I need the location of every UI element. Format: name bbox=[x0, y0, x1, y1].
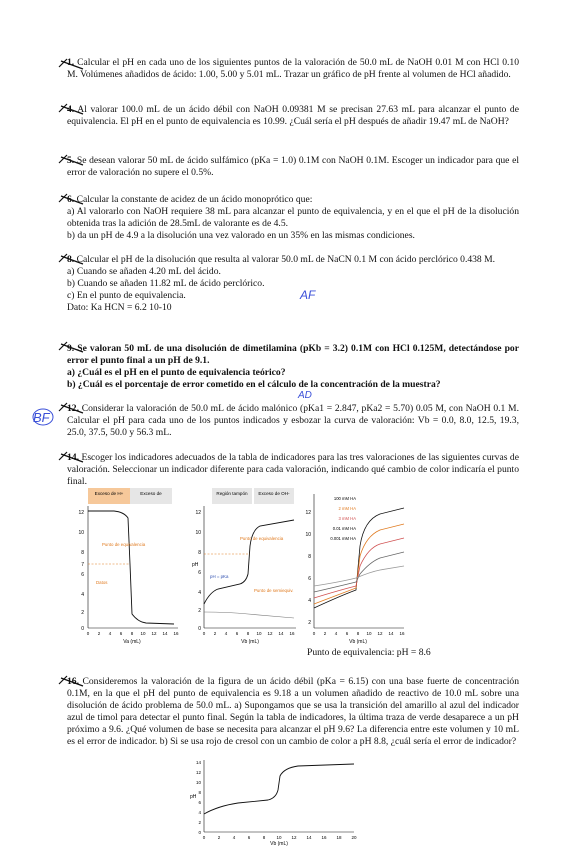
curve-series bbox=[314, 524, 404, 604]
y-tick-label: 2 bbox=[198, 608, 201, 614]
problem-text: b) Cuando se añaden 11.82 mL de ácido perclórico. bbox=[67, 277, 265, 289]
problem-8 bbox=[67, 254, 519, 314]
y-tick-label: 8 bbox=[81, 550, 84, 556]
x-tick-label: 8 bbox=[262, 835, 266, 840]
x-axis-label: Vb (mL) bbox=[270, 841, 288, 846]
checkmark-icon bbox=[57, 151, 87, 169]
y-tick-label: 10 bbox=[195, 780, 201, 785]
problem-6 bbox=[67, 194, 519, 242]
problem-text: Calcular la constante de acidez de un ácido monoprótico que: bbox=[76, 194, 313, 205]
problem-number: 5. bbox=[67, 155, 75, 166]
problem-text: a) ¿Cuál es el pH en el punto de equivalencia teórico? bbox=[67, 366, 286, 378]
x-tick-label: 8 bbox=[356, 631, 360, 636]
problem-number: 16. bbox=[67, 676, 79, 687]
problem-text: Calcular el pH en cada uno de los siguientes puntos de la valoración de 50.0 mL de NaOH 0.01 M con HCl 0.10 M. Volúmenes añadidos de ácido: 1.00, 5.00 y 5.01 mL. Trazar un gráfico de pH frente al volumen de HCl añadido. bbox=[67, 57, 519, 80]
y-axis-label: pH bbox=[190, 794, 197, 800]
x-tick-label: 4 bbox=[334, 631, 338, 636]
x-tick-label: 2 bbox=[213, 631, 217, 636]
problem-number: 14. bbox=[67, 452, 79, 463]
problem-text: Al valorar 100.0 mL de un ácido débil con NaOH 0.09381 M se precisan 27.63 mL para alcanzar el punto de equivalencia. El pH en el punto de equivalencia es 10.99. ¿Cuál sería el pH después de añadir 19.47 mL de NaOH? bbox=[67, 104, 519, 127]
x-tick-label: 16 bbox=[289, 631, 295, 636]
y-tick-label: 6 bbox=[81, 572, 84, 578]
y-tick-label: 8 bbox=[308, 554, 311, 560]
handwritten-note: AF bbox=[300, 288, 316, 302]
y-tick-label: 0 bbox=[198, 830, 201, 835]
x-tick-label: 6 bbox=[345, 631, 349, 636]
x-tick-label: 2 bbox=[323, 631, 327, 636]
x-tick-label: 10 bbox=[276, 835, 282, 840]
x-tick-label: 14 bbox=[388, 631, 394, 636]
x-tick-label: 2 bbox=[97, 631, 101, 636]
x-tick-label: 4 bbox=[232, 835, 236, 840]
y-tick-label: 4 bbox=[308, 598, 311, 604]
x-tick-label: 14 bbox=[278, 631, 284, 636]
problem-number: 6. bbox=[67, 194, 75, 205]
curve-annotation: pH = pKa bbox=[210, 574, 229, 579]
problem-number: 8. bbox=[67, 254, 75, 265]
x-tick-label: 0 bbox=[202, 631, 206, 636]
x-tick-label: 12 bbox=[151, 631, 157, 636]
problem-text: Dato: Ka HCN = 6.2 10-10 bbox=[67, 301, 172, 313]
y-tick-label: 0 bbox=[81, 626, 84, 632]
x-tick-label: 14 bbox=[306, 835, 312, 840]
x-tick-label: 6 bbox=[247, 835, 251, 840]
titration-curve-strong bbox=[66, 486, 184, 646]
checkmark-icon bbox=[57, 338, 87, 356]
y-tick-label: 10 bbox=[305, 532, 311, 538]
curve-series bbox=[314, 508, 404, 608]
y-tick-label: 2 bbox=[198, 820, 201, 825]
y-tick-label: 12 bbox=[195, 510, 201, 516]
y-tick-label: 12 bbox=[195, 770, 201, 775]
problem-number: 4. bbox=[67, 104, 75, 115]
titration-curve-problem-16 bbox=[188, 756, 358, 846]
y-tick-label: 4 bbox=[198, 590, 201, 596]
y-axis-label: pH bbox=[192, 562, 199, 568]
x-tick-label: 10 bbox=[140, 631, 146, 636]
series-label: 2 mM HA bbox=[338, 506, 356, 511]
y-tick-label: 7 bbox=[81, 562, 84, 568]
series-label: 3 mM HA bbox=[338, 516, 356, 521]
x-tick-label: 14 bbox=[162, 631, 168, 636]
header-label: Exceso de H+ bbox=[94, 491, 124, 496]
handwritten-note: BF bbox=[33, 410, 50, 425]
x-tick-label: 8 bbox=[246, 631, 250, 636]
y-tick-label: 6 bbox=[198, 800, 201, 805]
checkmark-icon bbox=[57, 250, 87, 268]
y-tick-label: 6 bbox=[308, 576, 311, 582]
titration-curves-concentration bbox=[300, 486, 410, 646]
problem-text: Consideremos la valoración de la figura de un ácido débil (pKa = 6.15) con una base fuerte de concentración 0.1M, en la que el pH del punto de equivalencia es 9.18 a un volumen añadido de reactivo de 10.0 mL sobre una disolución de ácido problema de 50.0 mL. a) Supongamos que se usa la transición del amarillo al azul del indicador azul de timol para detectar el punto final. Según la tabla de indicadores, la última traza de verde desaparece a un pH próximo a 9.6. ¿Qué volumen de base se necesita para alcanzar el pH 9.6? La diferencia entre este volumen y 10 mL es el error de indicador. b) Si se usa rojo de cresol con un cambio de color a pH 8.8, ¿cuál sería el error de indicador? bbox=[67, 676, 520, 747]
x-tick-label: 4 bbox=[224, 631, 228, 636]
y-tick-label: 12 bbox=[78, 510, 84, 516]
series-label: 0.001 mM HA bbox=[330, 536, 356, 541]
x-tick-label: 0 bbox=[86, 631, 90, 636]
checkmark-icon bbox=[57, 55, 87, 73]
figure-caption: Punto de equivalencia: pH = 8.6 bbox=[307, 647, 431, 658]
curve-annotation: Punto de equivalencia bbox=[240, 536, 284, 541]
problem-text: c) En el punto de equivalencia. bbox=[67, 289, 186, 301]
x-axis-label: Vb (mL) bbox=[349, 639, 367, 645]
problem-text: a) Cuando se añaden 4.20 mL del ácido. bbox=[67, 265, 221, 277]
x-tick-label: 18 bbox=[336, 835, 342, 840]
x-tick-label: 12 bbox=[291, 835, 297, 840]
x-axis-label: Va (mL) bbox=[123, 639, 141, 645]
y-tick-label: 4 bbox=[198, 810, 201, 815]
series-label: 100 mM HA bbox=[333, 496, 356, 501]
y-tick-label: 14 bbox=[195, 760, 201, 765]
titration-curve-weak-acid bbox=[188, 486, 300, 646]
x-tick-label: 4 bbox=[108, 631, 112, 636]
x-tick-label: 2 bbox=[217, 835, 221, 840]
y-tick-label: 2 bbox=[308, 620, 311, 626]
checkmark-icon bbox=[57, 190, 87, 208]
x-tick-label: 12 bbox=[377, 631, 383, 636]
checkmark-icon bbox=[57, 448, 87, 466]
problem-number: 9. bbox=[67, 343, 75, 354]
x-tick-label: 8 bbox=[130, 631, 134, 636]
y-tick-label: 12 bbox=[305, 510, 311, 516]
y-tick-label: 0 bbox=[198, 626, 201, 632]
checkmark-icon bbox=[57, 672, 87, 690]
problem-text: Calcular el pH de la disolución que resulta al valorar 50.0 mL de NaCN 0.1 M con ácido perclórico 0.438 M. bbox=[76, 254, 496, 265]
y-tick-label: 10 bbox=[78, 530, 84, 536]
titration-curve bbox=[204, 764, 354, 814]
problem-text: Considerar la valoración de 50.0 mL de ácido malónico (pKa1 = 2.847, pKa2 = 5.70) 0.05 M, con NaOH 0.1 M. Calcular el pH para cada uno de los puntos indicados y esbozar la curva de valoración: Vb = 0.0, 8.0, 12.5, 19.3, 25.0, 37.5, 50.0 y 56.3 mL. bbox=[67, 403, 519, 438]
problem-text: Escoger los indicadores adecuados de la tabla de indicadores para las tres valoraciones de las siguientes curvas de valoración. Seleccionar un indicador diferente para cada valoración, indicando qué cambio de color indicaría el punto final. bbox=[67, 452, 519, 487]
problem-12 bbox=[67, 403, 519, 439]
problem-text: b) ¿Cuál es el porcentaje de error cometido en el cálculo de la concentración de la muestra? bbox=[67, 378, 441, 390]
y-tick-label: 8 bbox=[198, 790, 201, 795]
x-tick-label: 16 bbox=[173, 631, 179, 636]
curve-annotation: Punto de semiequiv. bbox=[254, 588, 294, 593]
problem-16 bbox=[67, 676, 519, 747]
header-label: Región tampón bbox=[216, 491, 248, 496]
x-tick-label: 10 bbox=[366, 631, 372, 636]
x-tick-label: 0 bbox=[312, 631, 316, 636]
reference-curve bbox=[204, 612, 294, 618]
x-tick-label: 10 bbox=[256, 631, 262, 636]
problem-5 bbox=[67, 155, 519, 179]
problem-text: Se desean valorar 50 mL de ácido sulfámico (pKa = 1.0) 0.1M con NaOH 0.1M. Escoger un indicador para que el error de valoración no supere el 0.5%. bbox=[67, 155, 520, 178]
problem-number: 1. bbox=[67, 57, 75, 68]
x-tick-label: 16 bbox=[321, 835, 327, 840]
y-tick-label: 10 bbox=[195, 530, 201, 536]
series-label: 0.01 mM HA bbox=[332, 526, 356, 531]
problem-14 bbox=[67, 452, 519, 488]
problem-text: b) da un pH de 4.9 a la disolución una vez valorado en un 35% en las mismas condiciones. bbox=[67, 229, 415, 241]
problem-9 bbox=[67, 343, 519, 391]
y-tick-label: 8 bbox=[198, 550, 201, 556]
titration-curve bbox=[88, 511, 174, 624]
y-tick-label: 2 bbox=[81, 610, 84, 616]
problem-4 bbox=[67, 104, 519, 128]
problem-number: 12. bbox=[67, 403, 79, 414]
x-tick-label: 12 bbox=[267, 631, 273, 636]
x-tick-label: 0 bbox=[202, 835, 206, 840]
problem-1 bbox=[67, 57, 519, 81]
problem-text: a) Al valorarlo con NaOH requiere 38 mL para alcanzar el punto de equivalencia, y en el que el pH de la disolución obtenida tras la adición de 28.5mL de valorante es de 4.5. bbox=[67, 205, 519, 229]
x-tick-label: 6 bbox=[119, 631, 123, 636]
y-tick-label: 6 bbox=[198, 570, 201, 576]
handwritten-note: AD bbox=[298, 390, 312, 401]
circle-mark-icon bbox=[32, 407, 54, 427]
x-axis-label: Vb (mL) bbox=[241, 639, 259, 645]
x-tick-label: 16 bbox=[399, 631, 405, 636]
curve-annotation: Punto de equivalencia bbox=[102, 542, 146, 547]
x-tick-label: 20 bbox=[351, 835, 357, 840]
x-tick-label: 6 bbox=[235, 631, 239, 636]
problem-text: Se valoran 50 mL de una disolución de dimetilamina (pKb = 3.2) 0.1M con HCl 0.125M, detectándose por error el punto final a un pH de 9.1. bbox=[67, 343, 519, 366]
header-label: Exceso de bbox=[140, 491, 162, 496]
curve-annotation: Datos bbox=[96, 580, 108, 585]
y-tick-label: 4 bbox=[81, 592, 84, 598]
checkmark-icon bbox=[57, 100, 87, 118]
header-label: Exceso de OH- bbox=[258, 491, 290, 496]
checkmark-icon bbox=[57, 399, 87, 417]
